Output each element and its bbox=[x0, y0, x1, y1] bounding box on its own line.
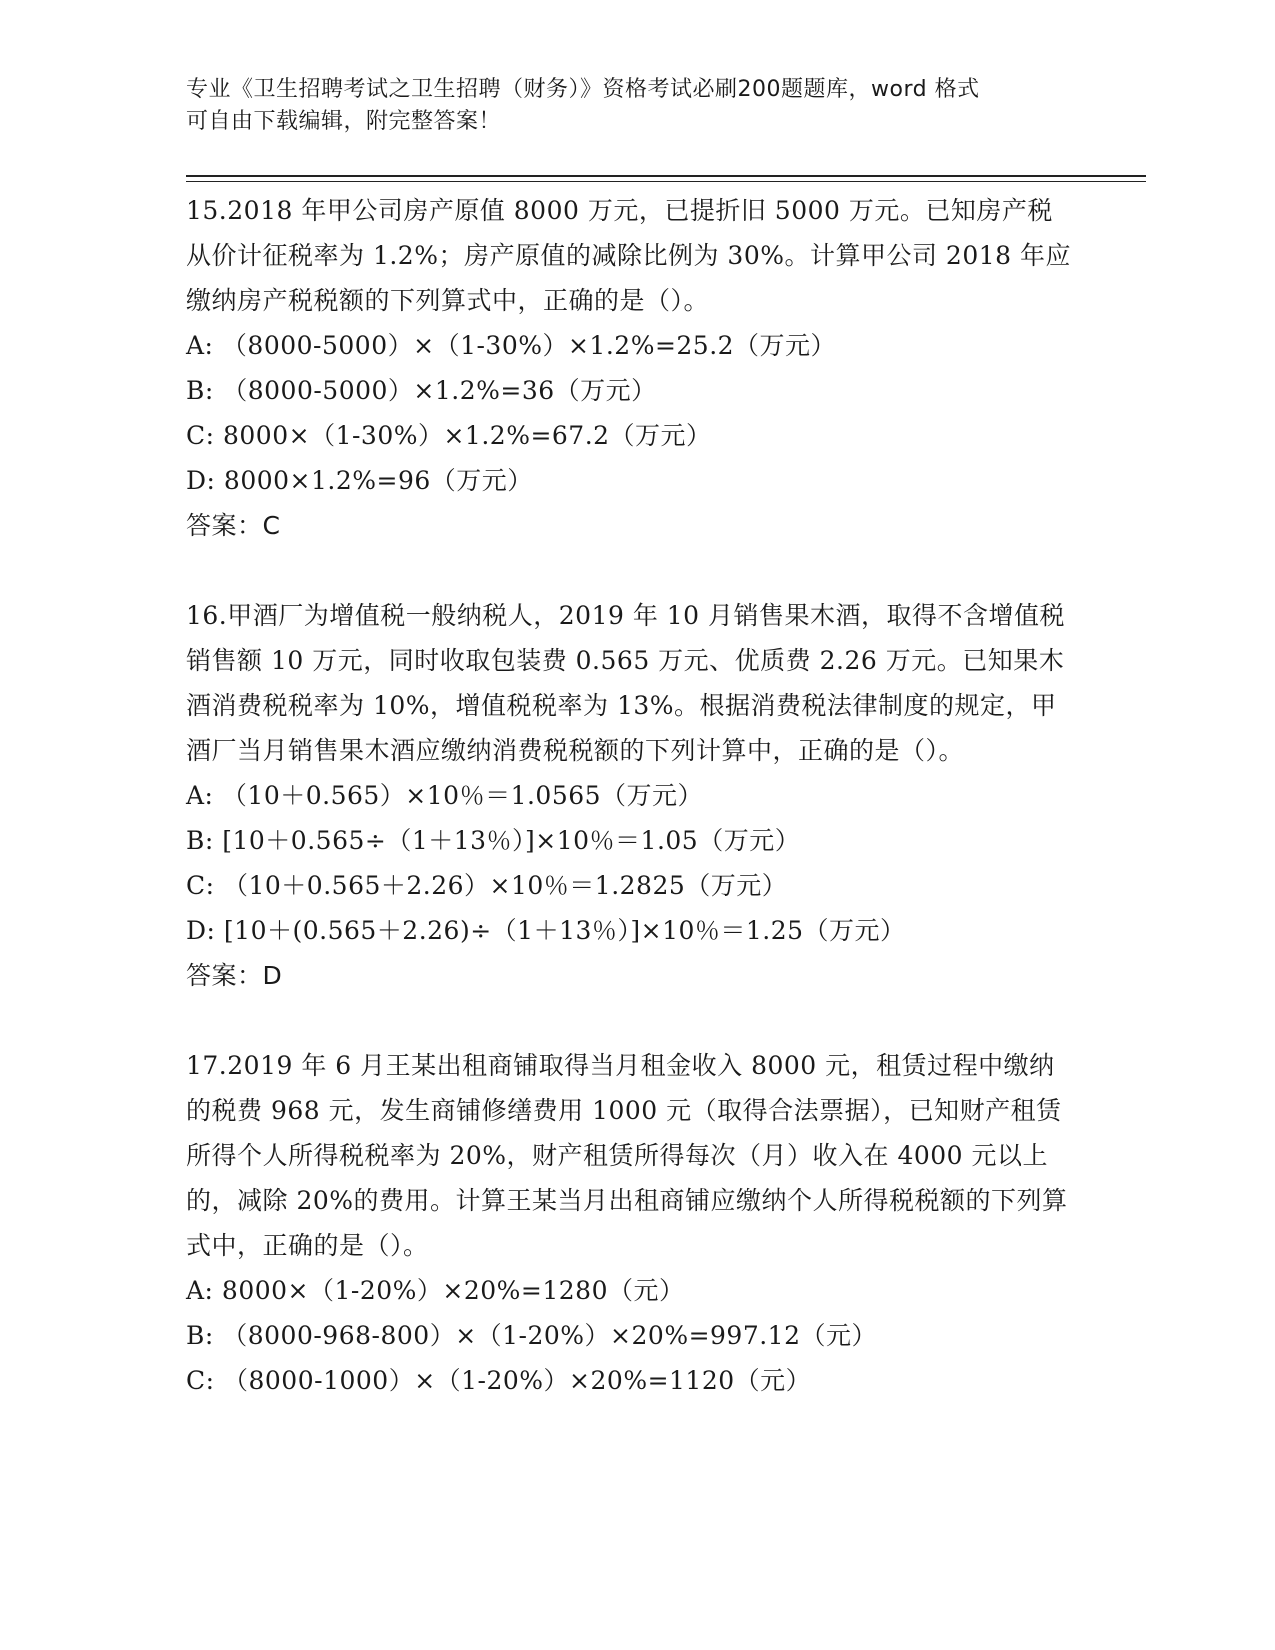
question-15 bbox=[186, 188, 1076, 548]
question-text: 17.2019 年 6 月王某出租商铺取得当月租金收入 8000 元，租赁过程中缴纳的税费 968 元，发生商铺修缮费用 1000 元（取得合法票据），已知财产租赁所得个人所得税税率为 20%，财产租赁所得每次（月）收入在 4000 元以上的，减除 20%的费用。计算王某当月出租商铺应缴纳个人所得税税额的下列算式中，正确的是（）。 bbox=[186, 1051, 1068, 1260]
question-text: 15.2018 年甲公司房产原值 8000 万元，已提折旧 5000 万元。已知房产税从价计征税率为 1.2%；房产原值的减除比例为 30%。计算甲公司 2018 年应缴纳房产税税额的下列算式中，正确的是（）。 bbox=[186, 196, 1071, 315]
question-17 bbox=[186, 1043, 1076, 1403]
option-a: A: 8000×（1-20%）×20%=1280（元） bbox=[186, 1276, 685, 1305]
header-rule-thick bbox=[186, 175, 1146, 177]
header-line-2: 可自由下载编辑，附完整答案！ bbox=[186, 109, 502, 134]
answer: 答案：D bbox=[186, 961, 283, 990]
option-b: B: [10＋0.565÷（1＋13％）]×10％＝1.05（万元） bbox=[186, 826, 801, 855]
document-body bbox=[186, 188, 1076, 1403]
document-header bbox=[186, 74, 1066, 138]
option-a: A: （8000-5000）×（1-30%）×1.2%=25.2（万元） bbox=[186, 331, 837, 360]
option-c: C: （8000-1000）×（1-20%）×20%=1120（元） bbox=[186, 1366, 812, 1395]
option-a: A: （10＋0.565）×10％＝1.0565（万元） bbox=[186, 781, 704, 810]
option-d: D: [10＋(0.565＋2.26)÷（1＋13％）]×10％＝1.25（万元） bbox=[186, 916, 906, 945]
answer: 答案：C bbox=[186, 511, 281, 540]
question-text: 16.甲酒厂为增值税一般纳税人，2019 年 10 月销售果木酒，取得不含增值税销售额 10 万元，同时收取包装费 0.565 万元、优质费 2.26 万元。已知果木酒消费税税率为 10%，增值税税率为 13%。根据消费税法律制度的规定，甲酒厂当月销售果木酒应缴纳消费税税额的下列计算中，正确的是（）。 bbox=[186, 601, 1066, 765]
option-b: B: （8000-5000）×1.2%=36（万元） bbox=[186, 376, 657, 405]
header-line-1: 专业《卫生招聘考试之卫生招聘（财务）》资格考试必刷200题题库，word 格式 bbox=[186, 77, 980, 102]
option-c: C: （10＋0.565＋2.26）×10％＝1.2825（万元） bbox=[186, 871, 788, 900]
option-b: B: （8000-968-800）×（1-20%）×20%=997.12（元） bbox=[186, 1321, 877, 1350]
option-c: C: 8000×（1-30%）×1.2%=67.2（万元） bbox=[186, 421, 712, 450]
question-16 bbox=[186, 593, 1076, 998]
question-spacer bbox=[186, 998, 1076, 1043]
option-d: D: 8000×1.2%=96（万元） bbox=[186, 466, 533, 495]
question-spacer bbox=[186, 548, 1076, 593]
header-rule-thin bbox=[186, 181, 1146, 182]
